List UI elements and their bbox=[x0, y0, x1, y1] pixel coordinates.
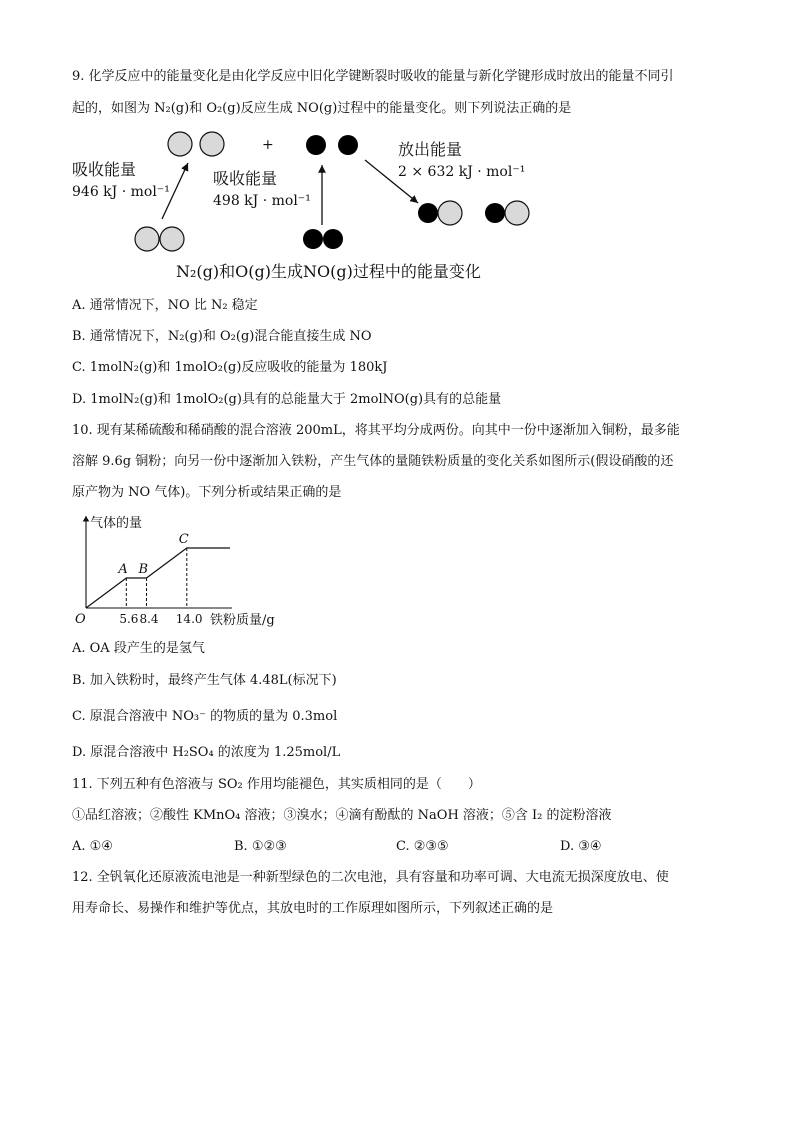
absorb-label-n2: 吸收能量 bbox=[72, 160, 137, 179]
o-atom-icon bbox=[485, 203, 505, 223]
n2-bond-energy: 946 kJ · mol⁻¹ bbox=[72, 184, 170, 200]
energy-diagram bbox=[0, 125, 794, 285]
y-axis-label: 气体的量 bbox=[90, 516, 143, 531]
x-tick-label: 5.6 bbox=[119, 612, 139, 626]
n-atom-icon bbox=[505, 201, 529, 225]
n-atom-icon bbox=[200, 132, 224, 156]
q10-stem-line2: 溶解 9.6g 铜粉；向另一份中逐渐加入铁粉，产生气体的量随铁粉质量的变化关系如图所示(假设硝酸的还 bbox=[72, 454, 674, 469]
q9-stem-line1: 9. 化学反应中的能量变化是由化学反应中旧化学键断裂时吸收的能量与新化学键形成时放出的能量不同引 bbox=[72, 69, 674, 84]
point-label-a: A bbox=[118, 562, 128, 577]
o-atom-icon bbox=[303, 229, 323, 249]
gas-vs-iron-chart bbox=[70, 510, 310, 630]
q10-option-a: A. OA 段产生的是氢气 bbox=[72, 641, 205, 656]
q11-option-c: C. ②③⑤ bbox=[396, 839, 449, 854]
q9-option-a: A. 通常情况下，NO 比 N₂ 稳定 bbox=[72, 298, 258, 313]
q10-option-b: B. 加入铁粉时，最终产生气体 4.48L(标况下) bbox=[72, 673, 337, 688]
q9-stem-line2: 起的，如图为 N₂(g)和 O₂(g)反应生成 NO(g)过程中的能量变化。则下列说法正确的是 bbox=[72, 101, 572, 116]
q9-option-b: B. 通常情况下，N₂(g)和 O₂(g)混合能直接生成 NO bbox=[72, 329, 372, 344]
q10-stem-line3: 原产物为 NO 气体)。下列分析或结果正确的是 bbox=[72, 485, 342, 500]
q10-stem-line1: 10. 现有某稀硫酸和稀硝酸的混合溶液 200mL，将其平均分成两份。向其中一份中逐渐加入铜粉，最多能 bbox=[72, 423, 680, 438]
q12-stem-line2: 用寿命长、易操作和维护等优点，其放电时的工作原理如图所示，下列叙述正确的是 bbox=[72, 901, 554, 916]
x-axis-label: 铁粉质量/g bbox=[210, 613, 275, 628]
n-atom-icon bbox=[168, 132, 192, 156]
point-label-c: C bbox=[178, 532, 189, 547]
q9-option-d: D. 1molN₂(g)和 1molO₂(g)具有的总能量大于 2molNO(g)具有的总能量 bbox=[72, 392, 502, 407]
q9-option-c: C. 1molN₂(g)和 1molO₂(g)反应吸收的能量为 180kJ bbox=[72, 360, 388, 375]
q11-option-a: A. ①④ bbox=[72, 839, 113, 854]
o-atom-icon bbox=[323, 229, 343, 249]
n-atom-icon bbox=[160, 227, 184, 251]
origin-label: O bbox=[75, 612, 86, 627]
plus-sign: + bbox=[262, 137, 274, 153]
q11-option-d: D. ③④ bbox=[560, 839, 602, 854]
release-energy: 2 × 632 kJ · mol⁻¹ bbox=[398, 164, 526, 180]
diagram-caption: N₂(g)和O(g)生成NO(g)过程中的能量变化 bbox=[176, 262, 481, 281]
q10-option-d: D. 原混合溶液中 H₂SO₄ 的浓度为 1.25mol/L bbox=[72, 745, 341, 760]
q12-stem-line1: 12. 全钒氧化还原液流电池是一种新型绿色的二次电池，具有容量和功率可调、大电流无损深度放电、使 bbox=[72, 870, 669, 885]
x-tick-label: 8.4 bbox=[139, 612, 159, 626]
n-atom-icon bbox=[135, 227, 159, 251]
absorb-label-o2: 吸收能量 bbox=[213, 169, 278, 188]
q10-option-c: C. 原混合溶液中 NO₃⁻ 的物质的量为 0.3mol bbox=[72, 709, 338, 724]
point-label-b: B bbox=[138, 562, 149, 577]
q11-items: ①品红溶液；②酸性 KMnO₄ 溶液；③溴水；④滴有酚酞的 NaOH 溶液；⑤含 I₂ 的淀粉溶液 bbox=[72, 808, 612, 823]
q11-option-b: B. ①②③ bbox=[234, 839, 287, 854]
x-tick-label: 14.0 bbox=[175, 612, 203, 626]
o-atom-icon bbox=[306, 135, 326, 155]
series-line bbox=[86, 548, 230, 608]
release-label: 放出能量 bbox=[398, 140, 463, 159]
o2-bond-energy: 498 kJ · mol⁻¹ bbox=[213, 193, 311, 209]
n-atom-icon bbox=[438, 201, 462, 225]
o-atom-icon bbox=[338, 135, 358, 155]
q11-stem: 11. 下列五种有色溶液与 SO₂ 作用均能褪色，其实质相同的是（ ） bbox=[72, 777, 481, 792]
o-atom-icon bbox=[418, 203, 438, 223]
